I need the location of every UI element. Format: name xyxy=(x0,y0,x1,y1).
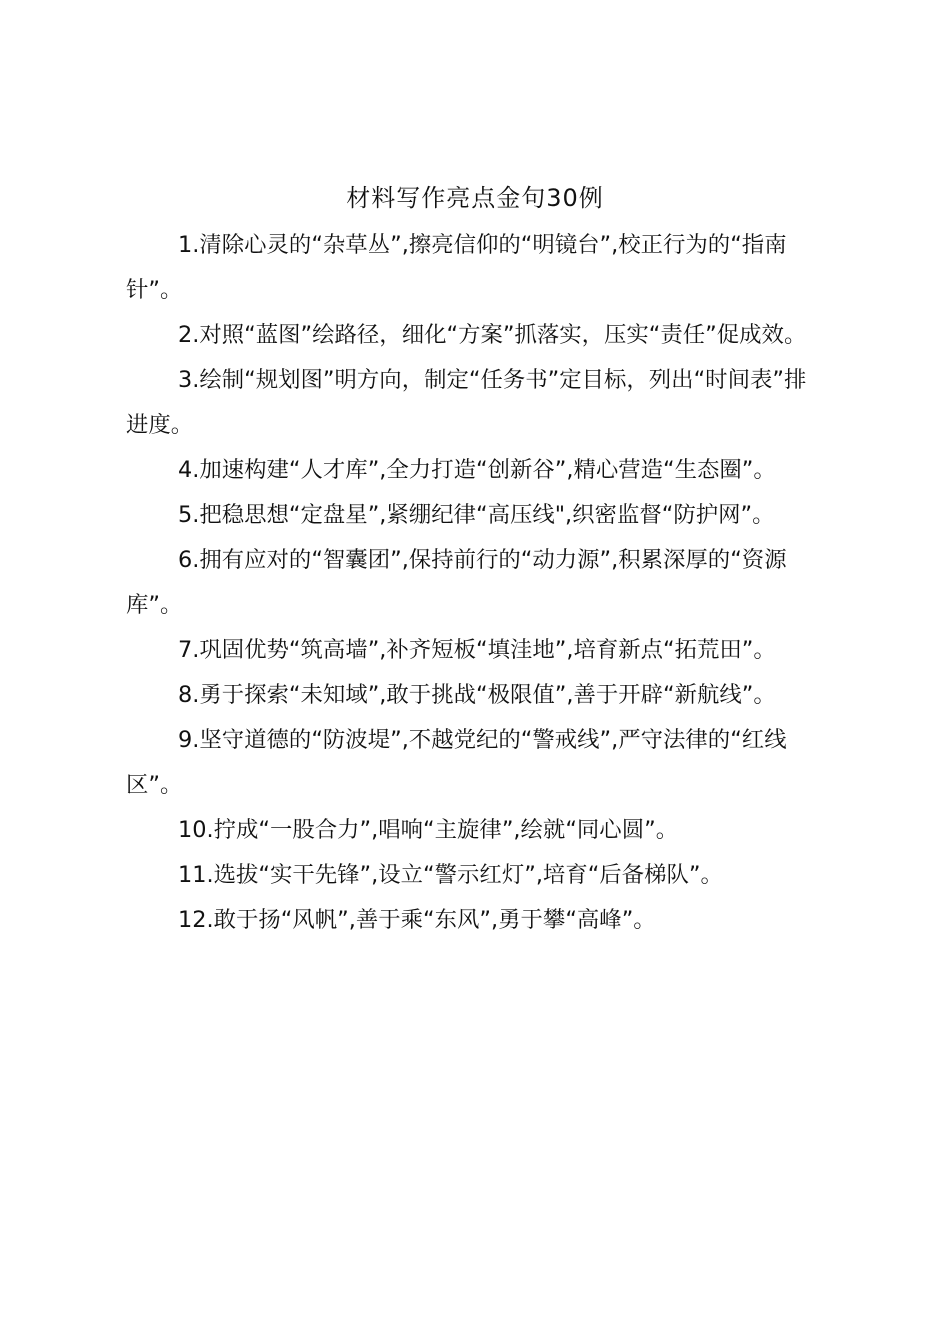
quote-item-5: 5.把稳思想“定盘星”,紧绷纪律“高压线",织密监督“防护网”。 xyxy=(178,502,775,528)
quote-item-11: 11.选拔“实干先锋”,设立“警示红灯”,培育“后备梯队”。 xyxy=(178,862,723,888)
quote-item-3: 3.绘制“规划图”明方向，制定“任务书”定目标，列出“时间表”排进度。 xyxy=(126,367,807,438)
quote-list xyxy=(126,223,826,943)
quote-item-9: 9.坚守道德的“防波堤”,不越党纪的“警戒线”,严守法律的“红线区”。 xyxy=(126,727,787,798)
document-title: 材料写作亮点金句30例 xyxy=(346,184,604,212)
quote-item-10: 10.拧成“一股合力”,唱响“主旋律”,绘就“同心圆”。 xyxy=(178,817,679,843)
quote-item-1: 1.清除心灵的“杂草丛”,擦亮信仰的“明镜台”,校正行为的“指南针”。 xyxy=(126,232,787,303)
quote-item-12: 12.敢于扬“风帆”,善于乘“东风”,勇于攀“高峰”。 xyxy=(178,907,656,933)
quote-item-6: 6.拥有应对的“智囊团”,保持前行的“动力源”,积累深厚的“资源库”。 xyxy=(126,547,787,618)
quote-item-2: 2.对照“蓝图”绘路径，细化“方案”抓落实，压实“责任”促成效。 xyxy=(178,322,807,348)
quote-item-4: 4.加速构建“人才库”,全力打造“创新谷”,精心营造“生态圈”。 xyxy=(178,457,776,483)
quote-item-8: 8.勇于探索“未知域”,敢于挑战“极限值”,善于开辟“新航线”。 xyxy=(178,682,776,708)
quote-item-7: 7.巩固优势“筑高墙”,补齐短板“填洼地”,培育新点“拓荒田”。 xyxy=(178,637,776,663)
